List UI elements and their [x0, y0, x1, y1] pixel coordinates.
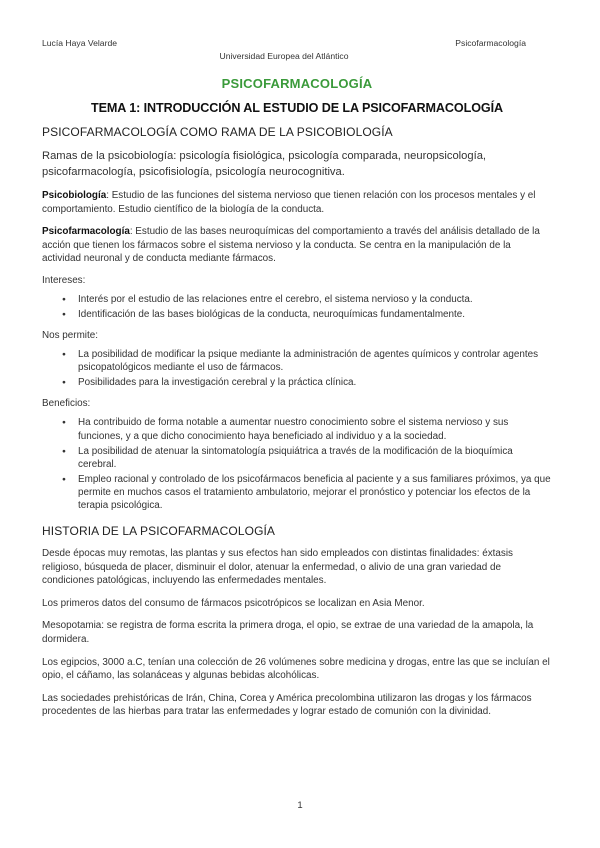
list-item: ● La posibilidad de atenuar la sintomatología psiquiátrica a través de la modificación de la bioquímica cerebral.: [78, 445, 552, 471]
header-university: Universidad Europea del Atlántico: [219, 51, 349, 61]
intereses-list: [42, 293, 552, 321]
permite-label: Nos permite:: [42, 330, 98, 342]
list-item: ● Interés por el estudio de las relaciones entre el cerebro, el sistema nervioso y la conducta.: [78, 293, 552, 306]
intereses-label: Intereses:: [42, 274, 86, 286]
psicofarmacologia-text: : Estudio de las bases neuroquímicas del comportamiento a través del análisis detallado de la acción que tienen los fármacos sobre el sistema nervioso y la conducta. Se centra en la manipulación de la actividad neuronal y de conducta mediante fármacos.: [42, 226, 540, 265]
psicofarmacologia-definition: [42, 225, 552, 266]
beneficios-label: Beneficios:: [42, 398, 91, 410]
chapter-title: TEMA 1: INTRODUCCIÓN AL ESTUDIO DE LA PSICOFARMACOLOGÍA: [91, 101, 503, 115]
historia-paragraph: Los primeros datos del consumo de fármacos psicotrópicos se localizan en Asia Menor.: [42, 597, 425, 609]
page-content: [42, 76, 552, 719]
psicobiologia-term: Psicobiología: [42, 190, 107, 201]
historia-paragraph: Mesopotamia: se registra de forma escrita la primera droga, el opio, se extrae de una variedad de la amapola, la dormidera.: [42, 620, 534, 646]
section-heading-historia: HISTORIA DE LA PSICOFARMACOLOGÍA: [42, 524, 276, 539]
header-subject: Psicofarmacología: [455, 38, 526, 48]
list-item: ● Ha contribuido de forma notable a aumentar nuestro conocimiento sobre el sistema nervioso y sus funciones, y a que dicho conocimiento haya beneficiado al individuo y a la sociedad.: [78, 416, 552, 442]
list-item: ● Empleo racional y controlado de los psicofármacos beneficia al paciente y a sus familiares próximos, ya que permite en muchos casos el tratamiento ambulatorio, mejorar el pronóstico y potenciar los efectos de la terapia psicológica.: [78, 473, 552, 512]
header-author: Lucía Haya Velarde: [42, 38, 118, 48]
list-item: ● La posibilidad de modificar la psique mediante la administración de agentes químicos y controlar agentes psicopatológicos mediante el uso de fármacos.: [78, 348, 552, 374]
section-heading-psicobiologia: PSICOFARMACOLOGÍA COMO RAMA DE LA PSICOBIOLOGÍA: [42, 125, 393, 139]
psicobiologia-definition: [42, 189, 552, 216]
historia-paragraph: Desde épocas muy remotas, las plantas y sus efectos han sido empleados con distintas finalidades: éxtasis religioso, búsqueda de placer, disminuir el dolor, atenuar la enfermedad, o alivio de una gran variedad de condiciones patológicas, incluyendo las enfermedades mentales.: [42, 548, 513, 587]
beneficios-list: [42, 416, 552, 512]
permite-list: [42, 348, 552, 389]
list-item: ● Identificación de las bases biológicas de la conducta, neuroquímicas fundamentalmente.: [78, 308, 552, 321]
historia-paragraph: Las sociedades prehistóricas de Irán, China, Corea y América precolombina utilizaron las drogas y los fármacos procedentes de las hierbas para tratar las enfermedades y lograr estado de comunión con la divinidad.: [42, 692, 532, 718]
page-number: 1: [297, 800, 303, 811]
psicobiologia-text: : Estudio de las funciones del sistema nervioso que tienen relación con los procesos mentales y el comportamiento. Estudio científico de la biología de la conducta.: [42, 190, 536, 215]
ramas-paragraph: Ramas de la psicobiología: psicología fisiológica, psicología comparada, neuropsicología, psicofarmacología, psicofisiología, psicología neurocognitiva.: [42, 150, 487, 178]
psicofarmacologia-term: Psicofarmacología: [42, 226, 130, 238]
document-title: PSICOFARMACOLOGÍA: [221, 76, 373, 91]
list-item: ● Posibilidades para la investigación cerebral y la práctica clínica.: [78, 376, 552, 389]
historia-paragraph: Los egipcios, 3000 a.C, tenían una colección de 26 volúmenes sobre medicina y drogas, entre las que se incluían el opio, el cáñamo, las solanáceas y algunas bebidas alcohólicas.: [42, 656, 550, 682]
